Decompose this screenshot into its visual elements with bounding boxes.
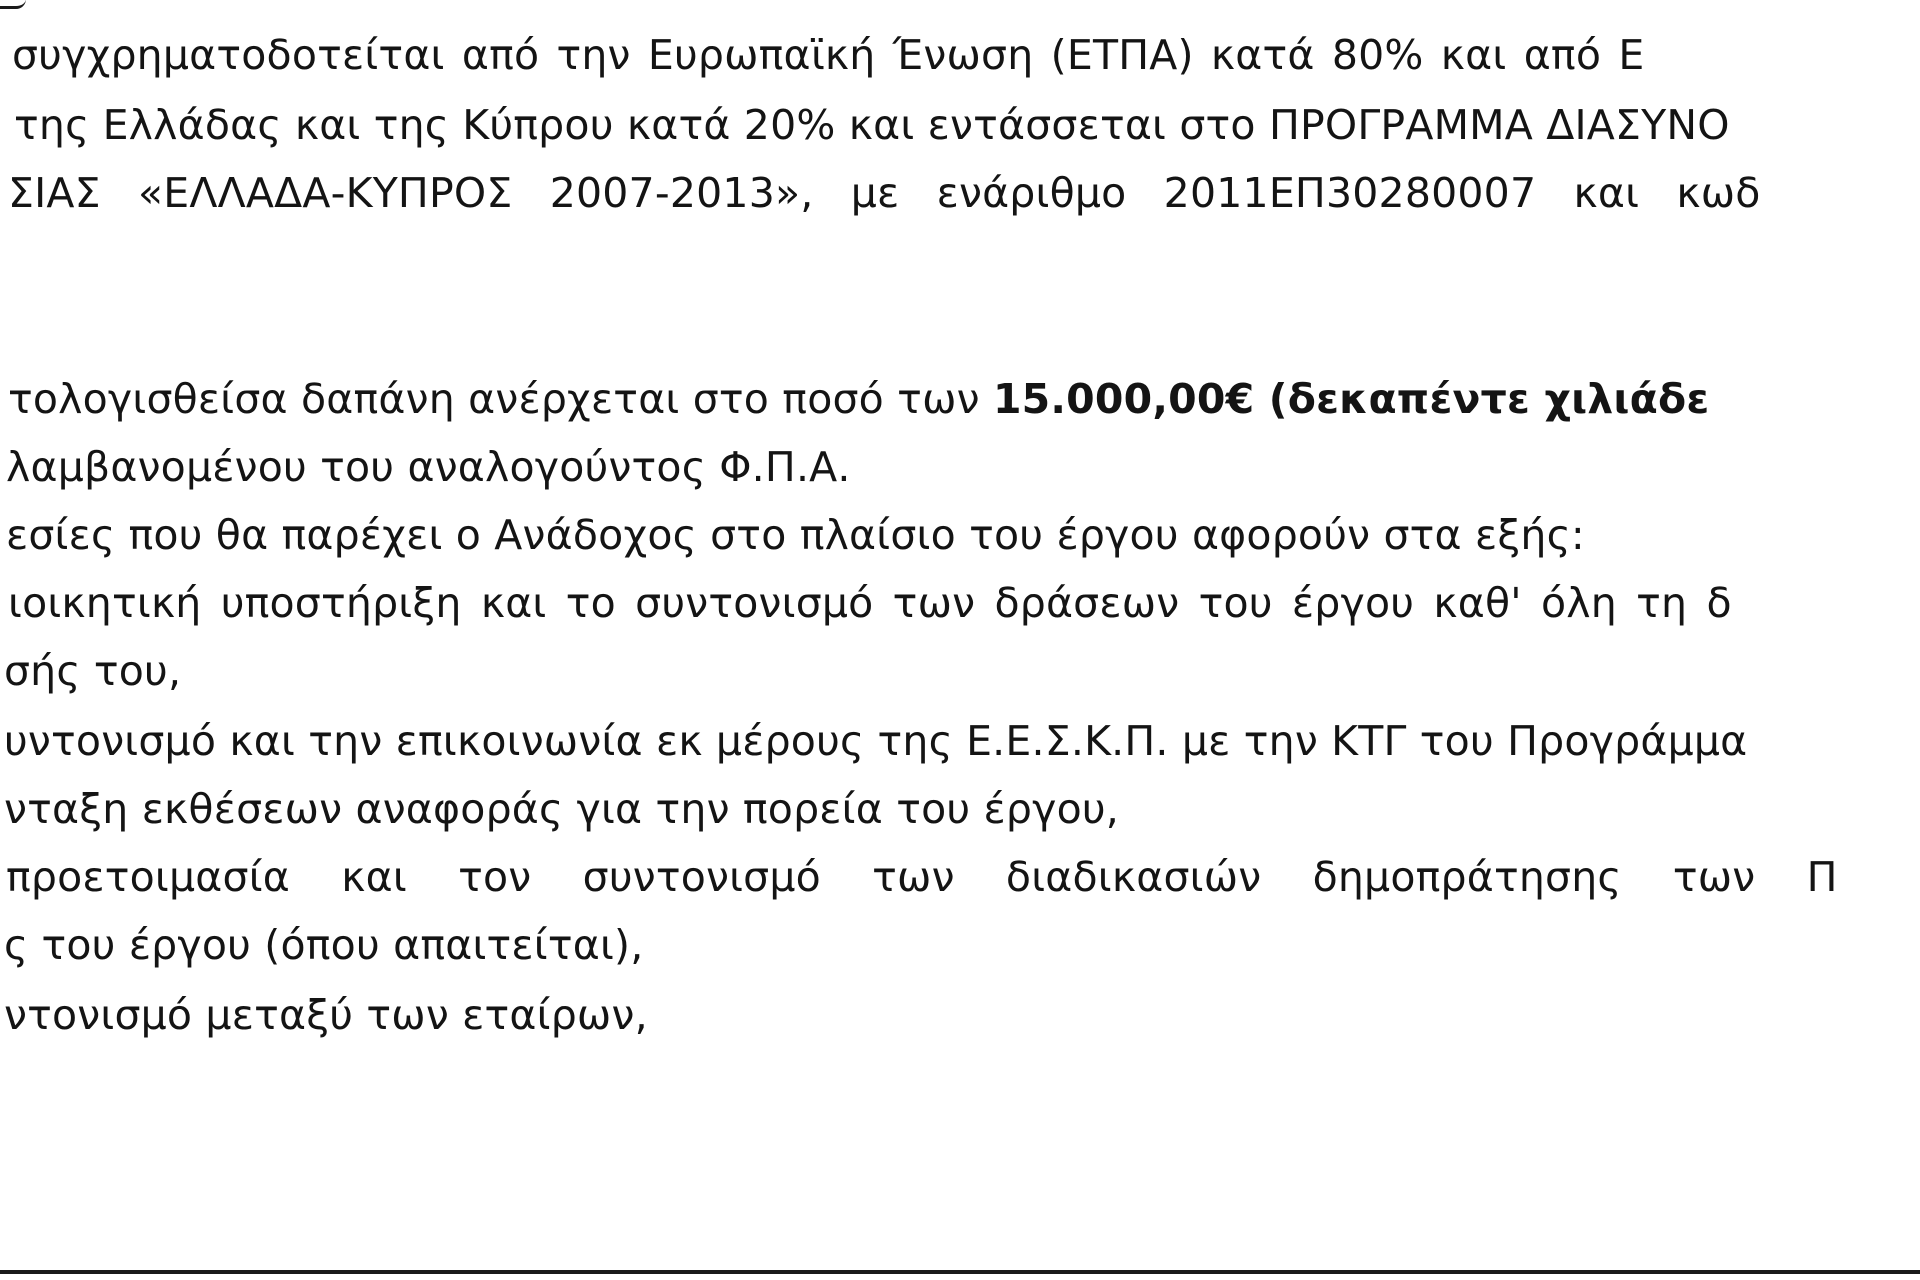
- list-item-partners: ντονισμό μεταξύ των εταίρων,: [4, 991, 648, 1039]
- list-item-reports: νταξη εκθέσεων αναφοράς για την πορεία του έργου,: [4, 785, 1120, 833]
- cost-line-text: τολογισθείσα δαπάνη ανέρχεται στο ποσό των: [8, 375, 993, 423]
- list-item-admin-support: ιοικητική υποστήριξη και το συντονισμό των δράσεων του έργου καθ' όλη τη δ: [8, 579, 1732, 627]
- top-text-fragment: [0, 0, 26, 9]
- list-item-tendering: προετοιμασία και τον συντονισμό των διαδικασιών δημοπράτησης των Π: [6, 853, 1838, 901]
- text-line-cost: [8, 374, 1709, 424]
- list-item-tendering-cont: ς του έργου (όπου απαιτείται),: [4, 921, 644, 969]
- text-line-vat: λαμβανομένου του αναλογούντος Φ.Π.Α.: [6, 443, 851, 491]
- text-line-funding-2: της Ελλάδας και της Κύπρου κατά 20% και εντάσσεται στο ΠΡΟΓΡΑΜΜΑ ΔΙΑΣΥΝΟ: [14, 101, 1730, 149]
- text-line-services-intro: εσίες που θα παρέχει ο Ανάδοχος στο πλαίσιο του έργου αφορούν στα εξής:: [6, 511, 1585, 559]
- list-item-admin-support-cont: σής του,: [4, 647, 182, 695]
- list-item-coordination: υντονισμό και την επικοινωνία εκ μέρους της Ε.Ε.Σ.Κ.Π. με την ΚΤΓ του Προγράμμα: [4, 717, 1748, 765]
- text-line-funding-3: ΣΙΑΣ «ΕΛΛΑΔΑ-ΚΥΠΡΟΣ 2007-2013», με ενάριθμο 2011ΕΠ30280007 και κωδ: [8, 169, 1761, 217]
- bottom-border: [0, 1270, 1920, 1274]
- text-line-funding-1: συγχρηματοδοτείται από την Ευρωπαϊκή Ένωση (ΕΤΠΑ) κατά 80% και από Ε: [12, 31, 1645, 79]
- cost-amount: 15.000,00€ (δεκαπέντε χιλιάδε: [992, 375, 1710, 423]
